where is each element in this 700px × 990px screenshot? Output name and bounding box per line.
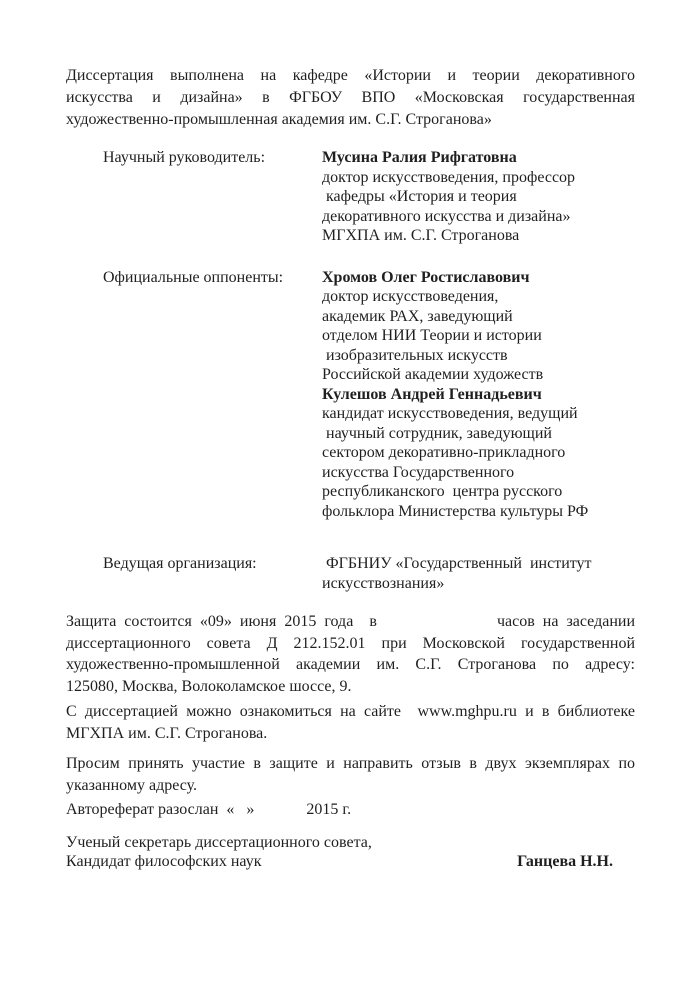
opponent-2-detail-line: фольклора Министерства культуры РФ bbox=[322, 502, 589, 520]
request-line: Просим принять участие в защите и направить отзыв в двух экземплярах по bbox=[66, 755, 635, 772]
defense-line: художественно-промышленной академии им. С.Г. Строганова по адресу: bbox=[66, 656, 635, 673]
secretary-block bbox=[66, 833, 635, 872]
library-line: С диссертацией можно ознакомиться на сайте www.mghpu.ru и в библиотеке bbox=[66, 703, 635, 720]
secretary-name: Ганцева Н.Н. bbox=[517, 853, 613, 870]
intro-paragraph bbox=[66, 65, 635, 131]
leading-organization-value bbox=[322, 554, 635, 593]
supervisor-detail-line: МГХПА им. С.Г. Строганова bbox=[322, 227, 520, 244]
intro-line: искусства и дизайна» в ФГБОУ ВПО «Московская государственная bbox=[66, 89, 635, 106]
opponent-1-detail-line: Российской академии художеств bbox=[322, 366, 544, 383]
opponent-2-detail-line: сектором декоративно-прикладного bbox=[322, 444, 566, 461]
supervisor-label: Научный руководитель: bbox=[103, 149, 266, 166]
document-content bbox=[66, 65, 635, 872]
opponent-2-detail-line: научный сотрудник, заведующий bbox=[322, 424, 552, 442]
secretary-degree: Кандидат философских наук bbox=[66, 853, 262, 870]
supervisor-detail-line: кафедры «История и теория bbox=[322, 188, 517, 205]
request-paragraph bbox=[66, 753, 635, 796]
leading-organization-row bbox=[103, 554, 635, 593]
intro-line: художественно-промышленная академия им. С.Г. Строганова» bbox=[66, 111, 492, 128]
opponents-label: Официальные оппоненты: bbox=[103, 268, 284, 286]
secretary-title-line: Ученый секретарь диссертационного совета, bbox=[66, 833, 372, 851]
defense-line: диссертационного совета Д 212.152.01 при Московской государственной bbox=[66, 634, 635, 652]
intro-line: Диссертация выполнена на кафедре «Истории и теории декоративного bbox=[66, 67, 635, 84]
library-paragraph bbox=[66, 701, 635, 744]
library-line: МГХПА им. С.Г. Строганова. bbox=[66, 724, 268, 742]
supervisor-value bbox=[322, 148, 635, 246]
defense-line: 125080, Москва, Волоколамское шоссе, 9. bbox=[66, 677, 352, 695]
opponent-1-detail-line: академик РАХ, заведующий bbox=[322, 307, 513, 325]
secretary-signature-row bbox=[66, 852, 635, 872]
supervisor-name: Мусина Ралия Рифгатовна bbox=[322, 149, 517, 166]
opponent-1-detail-line: изобразительных искусств bbox=[322, 346, 508, 364]
opponent-1-name: Хромов Олег Ростиславович bbox=[322, 268, 530, 286]
defense-line: Защита состоится «09» июня 2015 года в часов на заседании bbox=[66, 613, 635, 630]
defense-paragraph bbox=[66, 611, 635, 697]
opponents-row bbox=[103, 268, 635, 522]
leading-organization-line: ФГБНИУ «Государственный институт bbox=[322, 555, 592, 572]
supervisor-row bbox=[103, 148, 635, 246]
opponent-1-detail-line: отделом НИИ Теории и истории bbox=[322, 327, 542, 344]
opponent-2-name: Кулешов Андрей Геннадьевич bbox=[322, 385, 542, 403]
abstract-sent-line: Автореферат разослан « » 2015 г. bbox=[66, 801, 352, 818]
request-line: указанному адресу. bbox=[66, 776, 198, 794]
opponents-value bbox=[322, 268, 635, 522]
leading-organization-label: Ведущая организация: bbox=[103, 555, 257, 572]
opponent-1-detail-line: доктор искусствоведения, bbox=[322, 288, 499, 305]
opponent-2-detail-line: кандидат искусствоведения, ведущий bbox=[322, 405, 578, 422]
supervisor-detail-line: доктор искусствоведения, профессор bbox=[322, 168, 576, 186]
leading-organization-line: искусствознания» bbox=[322, 574, 445, 592]
opponent-2-detail-line: республиканского центра русского bbox=[322, 483, 563, 500]
supervisor-detail-line: декоративного искусства и дизайна» bbox=[322, 207, 571, 225]
opponent-2-detail-line: искусства Государственного bbox=[322, 463, 515, 481]
